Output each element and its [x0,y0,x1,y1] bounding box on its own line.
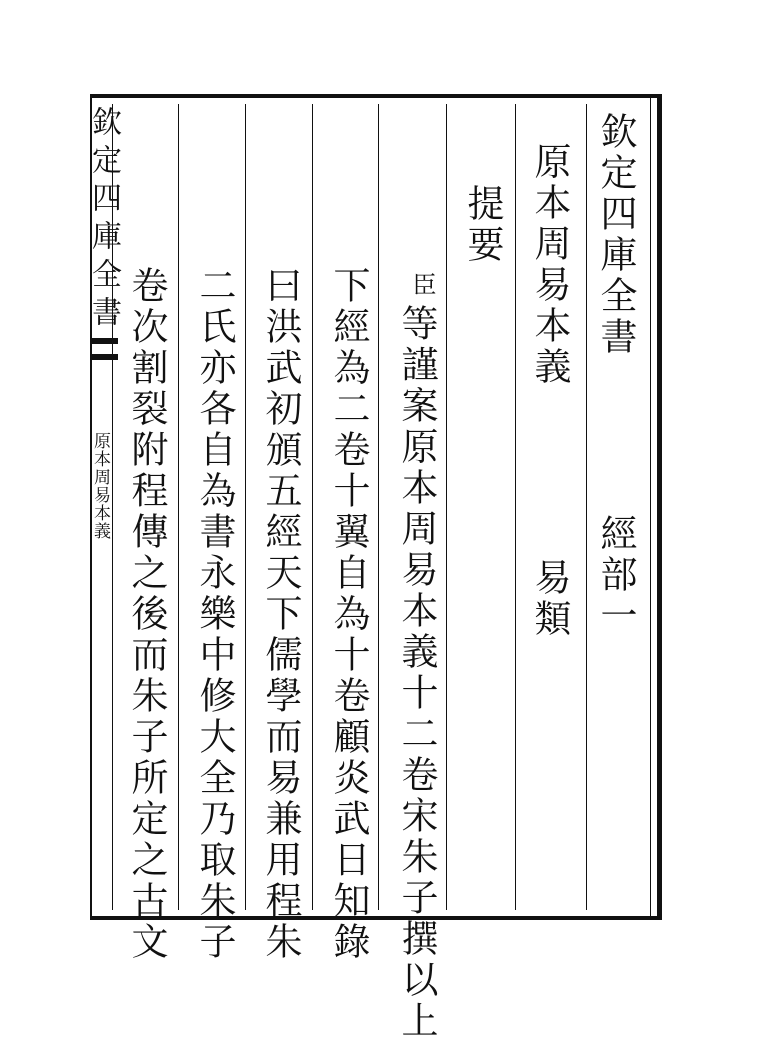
book-title: 原本周易本義 [528,142,571,388]
border-inner-line [650,98,651,916]
rule-line [378,104,379,910]
series-title: 欽定四庫全書 [594,112,637,358]
margin-book-title: 原本周易本義 [90,432,110,540]
margin-series-title: 欽定四庫全書 [86,106,121,334]
text-column: 下經為二卷十翼自為十卷顧炎武日知錄 [327,266,370,963]
rule-line [446,104,447,910]
category-label: 易類 [528,558,571,640]
section-label: 經部一 [594,514,637,637]
rule-line [245,104,246,910]
text-column: 二氏亦各自為書永樂中修大全乃取朱子 [193,266,236,963]
text-column: 曰洪武初頒五經天下儒學而易兼用程朱 [259,266,302,963]
text-column: 卷次割裂附程傳之後而朱子所定之古文 [125,266,168,963]
rule-line [586,104,587,910]
rule-line [312,104,313,910]
page-border [86,94,662,920]
rule-line [515,104,516,910]
rule-line [178,104,179,910]
fold-mark [90,330,118,370]
text-column: 等謹案原本周易本義十二卷宋朱子撰以上 [395,304,438,1042]
tiyao-heading: 提要 [461,184,504,266]
minister-mark: 臣 [408,272,436,299]
